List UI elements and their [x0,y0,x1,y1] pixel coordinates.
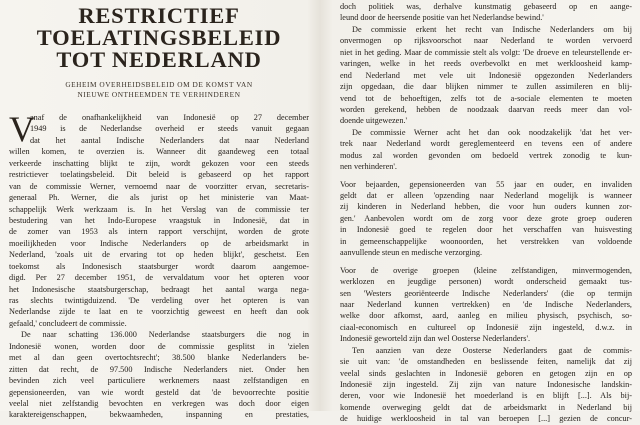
text-line: aanvullende steun en medische verzorging. [340,248,483,258]
subtitle-line: NIEUWE ONTHEEMDEN TE VERHINDEREN [77,90,241,99]
text-line: ciaal-economisch en cultureel op Indonesië zijn ingesteld, d.w.z. in [340,322,632,332]
text-line: end Nederland met vele uit Indonesië opgezonden Nederlanders [340,70,632,80]
chapter-title-line: RESTRICTIEF [78,3,240,28]
text-line: met al dan geen overtochtsrecht'; 38.500 blanke Nederlanders be- [9,353,309,363]
text-line: welke door afkomst, aard, aanleg en milieu physisch, psychisch, so- [340,311,632,321]
text-line: leund door de heersende positie van het Nederlandse bewind.' [340,13,544,23]
right-page [322,0,640,424]
text-line: de huidige werkloosheid in tal van beroepen [...] gezien de concur- [340,414,632,424]
right-body-text [340,1,632,425]
text-line: 1949 is de Nederlandse overheid er steeds vanuit gegaan [30,124,309,134]
text-line: bestudering van het Indo-Europese vraagstuk in Indonesië, dat in [9,215,309,225]
text-line: Nederland, 'zoals uit de ervaring tot op heden blijkt', geschetst. Een [9,250,309,260]
text-line: gen.' Aanbevolen wordt om de zorg voor deze grote groep ouderen [340,213,632,223]
text-line: verkeerde inschatting blijkt te zijn, wordt gekozen voor een steeds [9,158,309,168]
text-line: doch politiek was, derhalve kunstmatig gebaseerd op en aange- [340,2,632,11]
text-line: geldt dat er alleen 'opzending naar Nederland mogelijk is wanneer [340,191,632,200]
text-line: sie uit van: 'de omstandheden en beslissende feiten, namelijk dat zij [340,357,632,367]
text-line: schappelijk Werk werkzaam is. In het Verslag van de commissie ter [9,204,309,214]
text-line: onvermogen op rijksvoorschot naar Nederland te worden vervoerd [340,36,632,46]
text-line: moeilijkheden voor Indische Nederlanders op de arbeidsmarkt in [9,238,309,248]
text-line: De naar schatting 136.000 Nederlandse staatsburgers die nog in [21,330,309,340]
text-line: sen 'Westers georiënteerde Indische Nederlanders' (die op termijn [340,288,632,298]
text-line: in gemeenschappelijke woonoorden, het verstrekken van voldoende [340,236,632,246]
text-line: de zomer van 1953 als intern rapport verschijnt, worden de grote [9,227,309,237]
text-line: Indonesië zijn ingesteld. Zij zijn van nature Indonesische landskin- [340,380,632,389]
text-line: van de commissie Werner, vernoemd naar de voorzitter ervan, secretaris- [9,181,309,191]
text-line: Voor de overige groepen (kleine zelfstandigen, minvermogenden, [340,265,632,275]
chapter-subtitle [18,80,300,100]
text-line: zij kinderen in Nederland hebben, die voor hun ouders kunnen zor- [340,202,632,212]
text-line: trek naar Nederland wordt gereglementeerd en tevens een of andere [340,139,632,149]
text-line: nen verhinderen'. [340,162,397,172]
text-line: willen komen, te overzien is. Wanneer dit gaandeweg een totaal [9,147,309,157]
text-line: De commissie Werner acht het dan ook noodzakelijk 'dat het ver- [352,127,632,137]
left-body-text [9,109,309,421]
text-line: zijn opgedaan, die daar blijken nimmer te zullen assimileren en blij- [340,82,632,92]
text-line: Indonesië wonen, worden door de commissie gesplitst in 'zielen [9,341,309,351]
text-line: restrictiever toelatingsbeleid. Dit beleid is gebaseerd op het rapport [9,170,309,180]
text-line: bevinden zich veel particuliere werknemers naast zelfstandigen en [9,376,309,386]
text-line: anaf de onafhankelijkheid van Indonesië op 27 december [30,113,309,122]
text-line: De commissie erkent het recht van Indische Nederlanders om bij [352,24,632,34]
text-line: komende overweging geldt dat de arbeidsmarkt in Nederland bij [340,402,632,412]
chapter-title-line: TOELATINGSBELEID [36,25,282,50]
text-line: varingen, welke in het reeds overbevolkt en met werkloosheid kamp- [340,59,632,69]
text-line: niet in het geding. Maar de commissie stelt als volgt: 'De droeve en teleurstellende er- [340,47,632,57]
text-line: digd. Per 27 december 1951, de vervaldatum voor het opteren voor [9,273,309,283]
text-line: gepensioneerden, van wie wordt gesteld dat 'de bevoorrechte positie [9,387,309,397]
subtitle-line: GEHEIM OVERHEIDSBELEID OM DE KOMST VAN [65,80,253,89]
text-line: gefaald,' concludeert de commissie. [9,318,127,328]
chapter-title-line: TOT NEDERLAND [56,47,262,72]
left-page [0,0,318,420]
text-line: deren, voor wie Indonesië het moederland is en blijft [...]. Als bij- [340,391,632,401]
text-line: zitten dat recht, de 97.500 Indische Nederlanders niet. Onder hen [9,364,309,374]
text-line: Ten aanzien van deze Oosterse Nederlanders gaat de commis- [352,345,632,355]
text-line: Voor bejaarden, gepensioneerden van 55 jaar en ouder, en invaliden [340,179,632,189]
text-line: in Indonesië goed te regelen door het verschaffen van huisvesting [340,225,632,235]
text-line: werklozen en jeugdige personen) wordt onderscheid gemaakt tus- [340,277,632,287]
text-line: het Indonesische staatsburgerschap, bedraagt het aantal warga nega- [9,284,309,294]
text-line: Nederlandse zijde te laat en te voorzichtig geweest en heeft dan ook [9,307,309,317]
text-line: worden gerekend, hebben de noodzaak daarvan reeds meer dan vol- [340,104,632,114]
text-line: toekomst als Indonesisch staatsburger wordt daarom aangemoe- [9,261,309,271]
text-line: karaktereigenschappen, bekwaamheden, inspanning en prestaties, [9,410,309,420]
text-line: vend tot de behoeftigen, zelfs tot de a-sociale elementen te moeten [340,93,632,103]
text-line: modus zal worden gevonden om bedoeld vertrek zonodig te kun- [340,150,632,160]
text-line: generaal Ph. Werner, die als jurist op het ministerie van Maat- [9,193,309,203]
text-line: veelal sinds geslachten in Indonesië geboren en getogen zijn en op [340,368,632,378]
drop-cap: V [9,109,35,149]
text-line: veelal niet zelfstandig bevochten en verkregen was doch door eigen [9,398,309,408]
text-line: Indonesië geworteld zijn dan wel Oosterse Nederlanders'. [340,334,531,344]
text-line: doende uitgewezen.' [340,116,407,126]
text-line: dat het aantal Indische Nederlanders dat naar Nederland [30,135,309,145]
text-line: naar Nederland kunnen vertrekken) en 'de Indische Nederlanders, [340,299,632,309]
chapter-title [0,5,318,71]
text-line: ras slechts twintigduizend. 'De verdeling over het opteren is van [9,296,309,305]
